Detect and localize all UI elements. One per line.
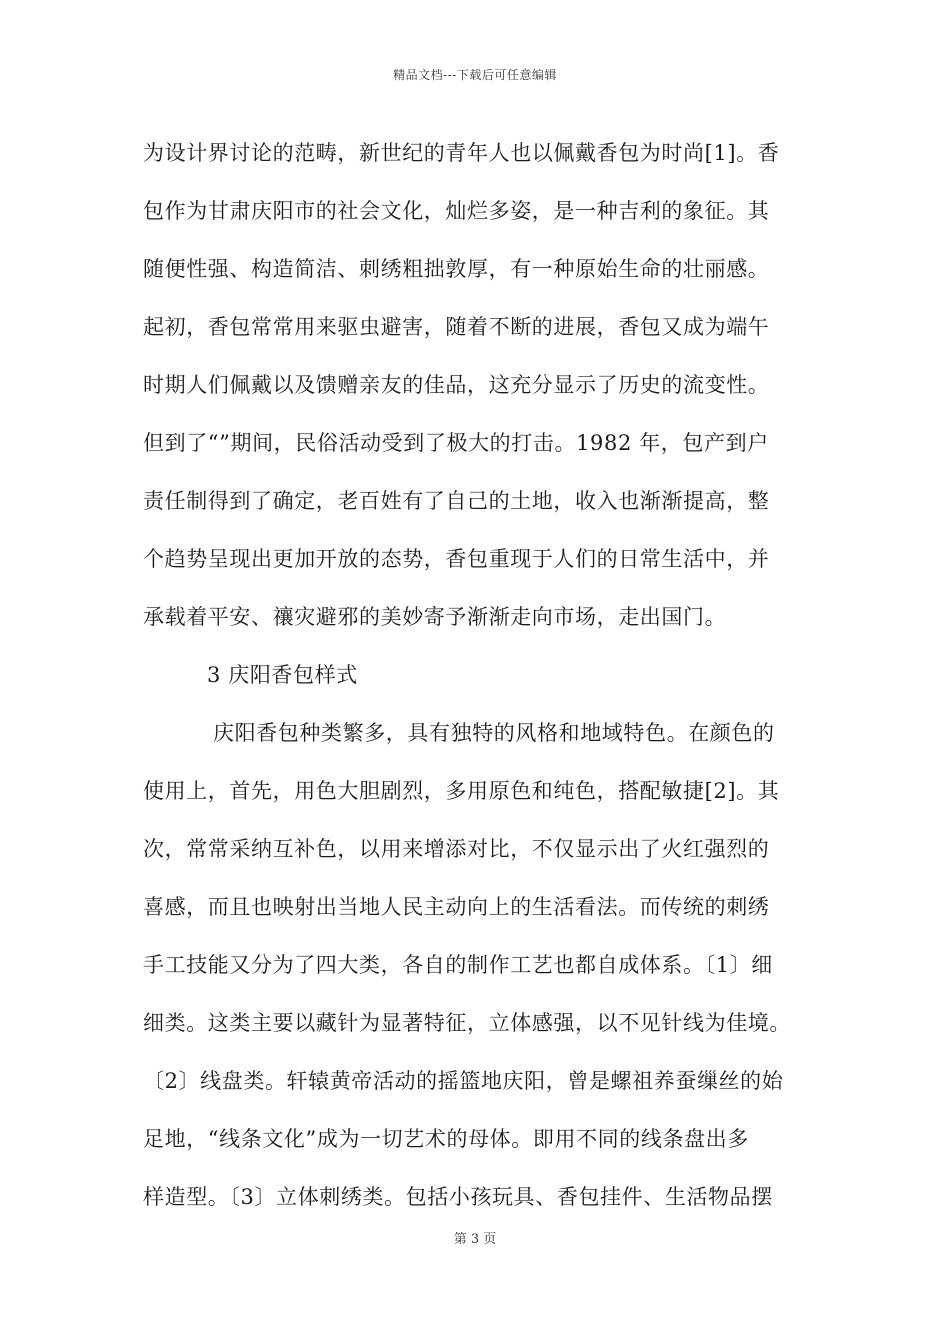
body-line-17: 〔2〕线盘类。轩辕黄帝活动的摇篮地庆阳，曾是螺祖养蚕缫丝的始	[143, 1069, 784, 1093]
body-line-11: 庆阳香包种类繁多，具有独特的风格和地域特色。在颜色的	[213, 721, 775, 745]
body-line-2: 包作为甘肃庆阳市的社会文化，灿烂多姿，是一种吉利的象征。其	[143, 199, 770, 223]
body-line-4: 起初，香包常常用来驱虫避害，随着不断的进展，香包又成为端午	[143, 315, 770, 339]
body-line-1: 为设计界讨论的范畴，新世纪的青年人也以佩戴香包为时尚[1]。香	[143, 141, 780, 165]
page-number: 第 3 页	[453, 1232, 497, 1247]
body-line-6: 但到了“”期间，民俗活动受到了极大的打击。1982 年，包产到户	[143, 431, 769, 455]
body-line-8: 个趋势呈现出更加开放的态势，香包重现于人们的日常生活中，并	[143, 547, 770, 571]
body-line-5: 时期人们佩戴以及馈赠亲友的佳品，这充分显示了历史的流变性。	[143, 373, 770, 397]
body-line-14: 喜感，而且也映射出当地人民主动向上的生活看法。而传统的刺绣	[143, 895, 770, 919]
document-body	[143, 128, 823, 1230]
body-line-18: 足地，“线条文化”成为一切艺术的母体。即用不同的线条盘出多	[143, 1127, 749, 1151]
section-heading: 3 庆阳香包样式	[207, 663, 358, 687]
body-line-19: 样造型。〔3〕立体刺绣类。包括小孩玩具、香包挂件、生活物品摆	[143, 1185, 773, 1209]
body-line-7: 责任制得到了确定，老百姓有了自己的土地，收入也渐渐提高，整	[143, 489, 770, 513]
body-line-15: 手工技能又分为了四大类，各自的制作工艺也都自成体系。〔1〕细	[143, 953, 773, 977]
body-line-16: 细类。这类主要以藏针为显著特征，立体感强，以不见针线为佳境。	[143, 1011, 791, 1035]
body-line-12: 使用上，首先，用色大胆剧烈，多用原色和纯色，搭配敏捷[2]。其	[143, 779, 780, 803]
page-header: 精品文档---下载后可任意编辑	[393, 68, 557, 82]
body-line-3: 随便性强、构造简洁、刺绣粗拙敦厚，有一种原始生命的壮丽感。	[143, 257, 770, 281]
body-line-9: 承载着平安、禳灾避邪的美妙寄予渐渐走向市场，走出国门。	[143, 605, 727, 629]
body-line-13: 次，常常采纳互补色，以用来增添对比，不仅显示出了火红强烈的	[143, 837, 770, 861]
